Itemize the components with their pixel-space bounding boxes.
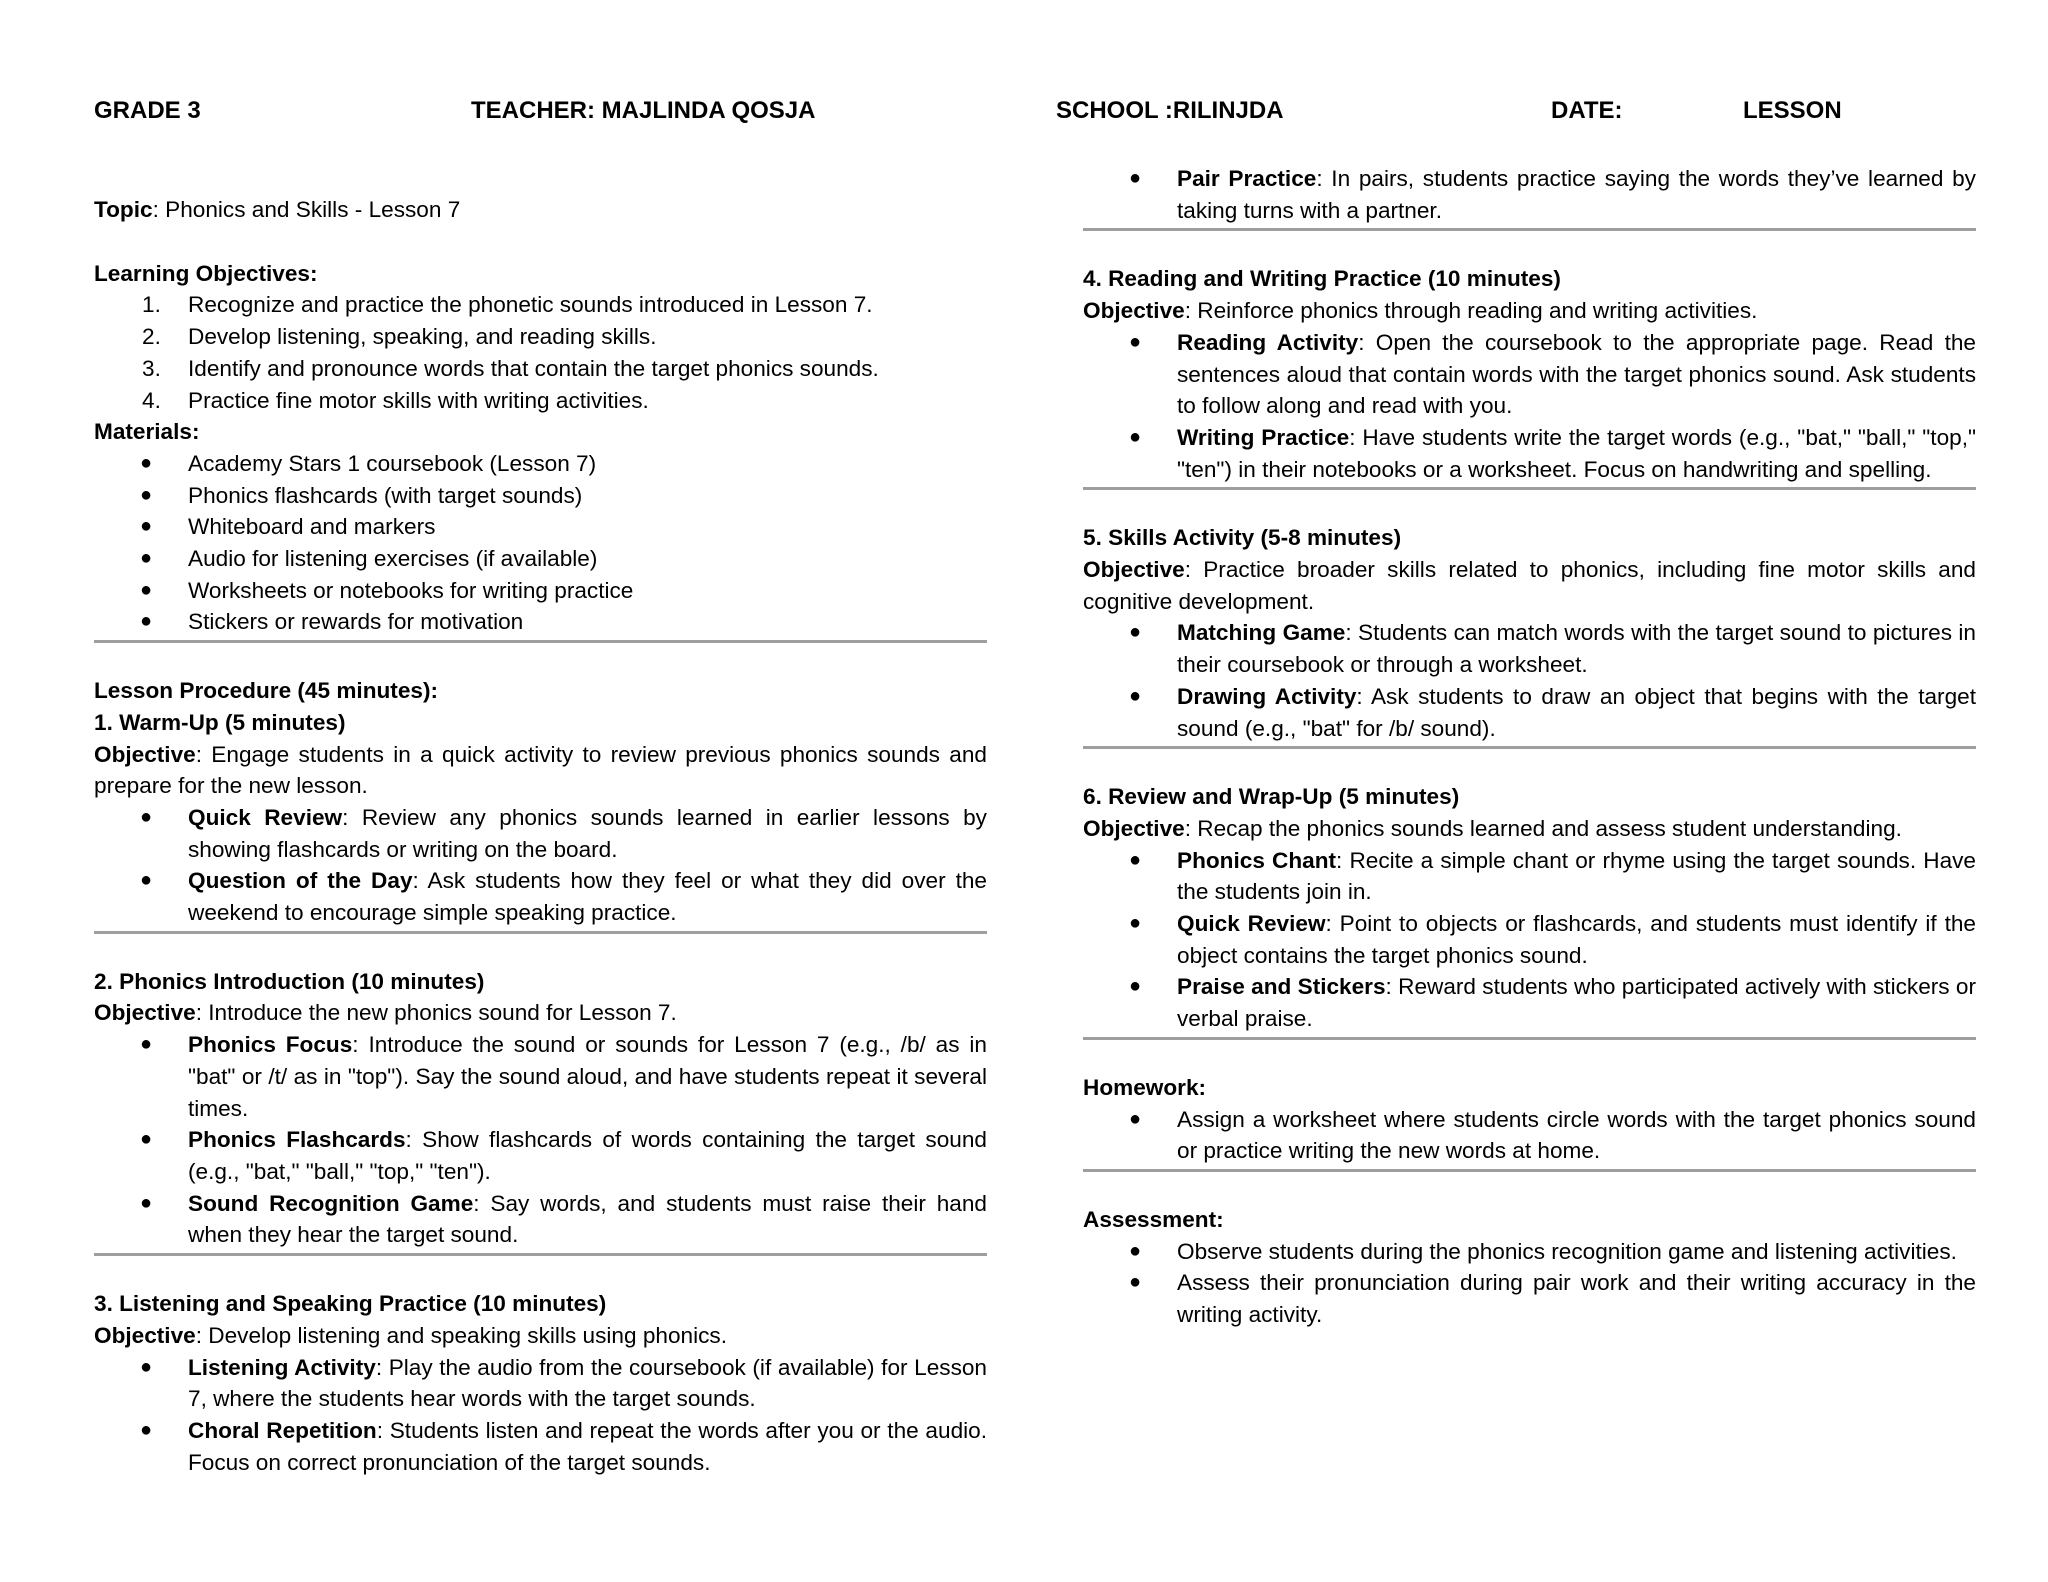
activity-item: ● Reading Activity: Open the coursebook to the appropriate page. Read the sentences aloud that contain words with the target phonics sound. Ask students to follow along and read with you. (1083, 327, 1976, 422)
material-item: ● Audio for listening exercises (if available) (94, 543, 987, 575)
material-item: ● Worksheets or notebooks for writing practice (94, 575, 987, 607)
bullet-icon: ● (1129, 425, 1142, 448)
section-items (94, 1029, 987, 1251)
bullet-icon: ● (140, 610, 153, 633)
objective-item: 1. Recognize and practice the phonetic sounds introduced in Lesson 7. (142, 292, 873, 318)
activity-item: ● Question of the Day: Ask students how they feel or what they did over the weekend to encourage simple speaking practice. (94, 865, 987, 928)
bullet-icon: ● (1129, 975, 1142, 998)
bullet-icon: ● (1129, 167, 1142, 189)
bullet-icon: ● (140, 515, 153, 538)
section-items (1083, 327, 1976, 486)
bullet-icon: ● (140, 1033, 153, 1056)
procedure-heading: Lesson Procedure (45 minutes): (94, 678, 439, 704)
grade-label: GRADE 3 (94, 97, 201, 124)
assessment-item: ● Assess their pronunciation during pair work and their writing accuracy in the writing activity. (1083, 1267, 1976, 1330)
bullet-icon: ● (140, 1128, 153, 1151)
objectives-heading: Learning Objectives: (94, 260, 318, 286)
material-item: ● Stickers or rewards for motivation (94, 606, 987, 638)
bullet-icon: ● (140, 483, 153, 506)
section-title: 3. Listening and Speaking Practice (10 minutes) (94, 1291, 607, 1317)
material-item: ● Academy Stars 1 coursebook (Lesson 7) (94, 448, 987, 480)
objective-item: 3. Identify and pronounce words that contain the target phonics sounds. (142, 355, 879, 381)
topic-label: Topic (94, 197, 153, 222)
right-column (1083, 163, 1976, 1331)
section-objective: Objective: Practice broader skills related to phonics, including fine motor skills and cognitive development. (1083, 557, 1976, 614)
material-item: ● Phonics flashcards (with target sounds) (94, 480, 987, 512)
assessment-item: ● Observe students during the phonics recognition game and listening activities. (1083, 1236, 1976, 1268)
section-title: 1. Warm-Up (5 minutes) (94, 709, 346, 735)
section-objective: Objective: Engage students in a quick activity to review previous phonics sounds and prepare for the new lesson. (94, 741, 987, 799)
materials-list (94, 448, 987, 638)
section-title: 5. Skills Activity (5-8 minutes) (1083, 525, 1402, 551)
activity-item: ● Pair Practice: In pairs, students practice saying the words they’ve learned by taking turns with a partner. (1083, 163, 1976, 226)
bullet-icon: ● (1129, 1239, 1142, 1262)
bullet-icon: ● (140, 1355, 153, 1378)
activity-item: ● Matching Game: Students can match words with the target sound to pictures in their coursebook or through a worksheet. (1083, 617, 1976, 680)
bullet-icon: ● (1129, 1107, 1142, 1130)
section-title: 6. Review and Wrap-Up (5 minutes) (1083, 784, 1460, 810)
section-items (1083, 163, 1976, 226)
objective-item: 4. Practice fine motor skills with writing activities. (142, 387, 649, 413)
school-label: SCHOOL :RILINJDA (1056, 97, 1284, 124)
bullet-icon: ● (1129, 1271, 1142, 1294)
lesson-label: LESSON (1743, 97, 1842, 124)
objectives-list (94, 289, 987, 416)
activity-item: ● Phonics Focus: Introduce the sound or sounds for Lesson 7 (e.g., /b/ as in "bat" or /t/ as in "top"). Say the sound aloud, and have students repeat it several times. (94, 1029, 987, 1124)
activity-item: ● Choral Repetition: Students listen and repeat the words after you or the audio. Focus on correct pronunciation of the target sounds. (94, 1415, 987, 1478)
date-label: DATE: (1551, 97, 1623, 124)
homework-item: ● Assign a worksheet where students circle words with the target phonics sound or practice writing the new words at home. (1083, 1104, 1976, 1167)
section-items (1083, 617, 1976, 744)
bullet-icon: ● (140, 451, 153, 474)
materials-heading: Materials: (94, 419, 200, 445)
bullet-icon: ● (140, 1191, 153, 1214)
bullet-icon: ● (140, 547, 153, 570)
section-objective: Objective: Reinforce phonics through reading and writing activities. (1083, 298, 1758, 324)
assessment-heading: Assessment: (1083, 1206, 1224, 1232)
activity-item: ● Writing Practice: Have students write the target words (e.g., "bat," "ball," "top," "ten") in their notebooks or a worksheet. Focus on handwriting and spelling. (1083, 422, 1976, 485)
activity-item: ● Phonics Flashcards: Show flashcards of words containing the target sound (e.g., "bat," "ball," "top," "ten"). (94, 1124, 987, 1187)
topic-text: : Phonics and Skills - Lesson 7 (152, 197, 461, 222)
activity-item: ● Quick Review: Point to objects or flashcards, and students must identify if the object contains the target phonics sound. (1083, 908, 1976, 971)
bullet-icon: ● (1129, 684, 1142, 707)
section-items (1083, 845, 1976, 1035)
section-objective: Objective: Introduce the new phonics sound for Lesson 7. (94, 1000, 677, 1026)
section-items (94, 802, 987, 929)
activity-item: ● Sound Recognition Game: Say words, and students must raise their hand when they hear the target sound. (94, 1188, 987, 1251)
activity-item: ● Drawing Activity: Ask students to draw an object that begins with the target sound (e.g., "bat" for /b/ sound). (1083, 681, 1976, 744)
activity-item: ● Listening Activity: Play the audio from the coursebook (if available) for Lesson 7, where the students hear words with the target sounds. (94, 1352, 987, 1415)
topic-line (94, 194, 987, 226)
bullet-icon: ● (140, 578, 153, 601)
bullet-icon: ● (1129, 912, 1142, 935)
section-items (94, 1352, 987, 1479)
bullet-icon: ● (1129, 330, 1142, 353)
activity-item: ● Praise and Stickers: Reward students who participated actively with stickers or verbal praise. (1083, 971, 1976, 1034)
teacher-label: TEACHER: MAJLINDA QOSJA (471, 97, 816, 124)
bullet-icon: ● (140, 805, 153, 828)
bullet-icon: ● (140, 869, 153, 892)
bullet-icon: ● (1129, 848, 1142, 871)
homework-list (1083, 1104, 1976, 1167)
activity-item: ● Quick Review: Review any phonics sounds learned in earlier lessons by showing flashcards or writing on the board. (94, 802, 987, 865)
material-item: ● Whiteboard and markers (94, 511, 987, 543)
section-objective: Objective: Develop listening and speaking skills using phonics. (94, 1322, 727, 1348)
objective-item: 2. Develop listening, speaking, and reading skills. (142, 324, 657, 350)
bullet-icon: ● (1129, 621, 1142, 644)
section-objective: Objective: Recap the phonics sounds learned and assess student understanding. (1083, 815, 1902, 841)
activity-item: ● Phonics Chant: Recite a simple chant or rhyme using the target sounds. Have the students join in. (1083, 845, 1976, 908)
assessment-list (1083, 1236, 1976, 1331)
bullet-icon: ● (140, 1418, 153, 1441)
section-title: 4. Reading and Writing Practice (10 minutes) (1083, 266, 1561, 292)
homework-heading: Homework: (1083, 1074, 1207, 1100)
left-column (94, 194, 987, 1478)
section-title: 2. Phonics Introduction (10 minutes) (94, 968, 485, 994)
